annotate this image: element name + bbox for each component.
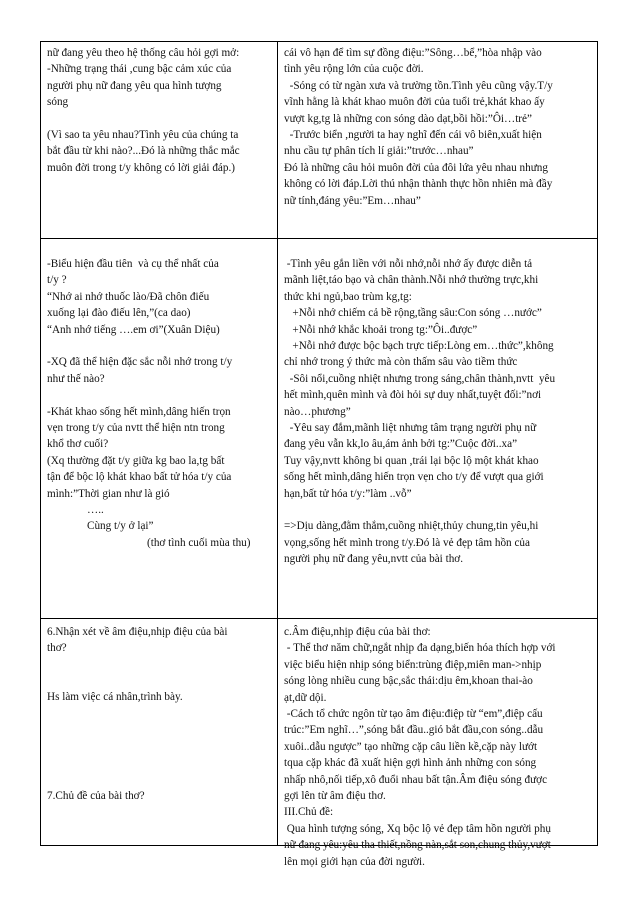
text-line: - Thể thơ năm chữ,ngắt nhịp đa dạng,biến hóa thích hợp với — [284, 642, 556, 655]
text-line: Tuy vậy,nvtt không bi quan ,trái lại bộc lộ một khát khao — [284, 454, 539, 467]
text-line: người phụ nữ đang yêu qua hình tượng — [47, 79, 222, 92]
text-line: tqua cặp khác đã xuất hiện gợi hình ảnh những con sóng — [284, 757, 537, 770]
text-line: đang yêu vẫn kk,lo âu,ám ảnh bởi tg:”Cuộc đời..xa” — [284, 438, 518, 451]
question-text: -Khát khao sống hết mình,dâng hiến trọn — [47, 405, 231, 418]
section-heading: c.Âm điệu,nhịp điệu của bài thơ: — [284, 626, 431, 638]
text-line: ạt,dữ dội. — [284, 691, 327, 704]
row1-right-cell — [284, 45, 594, 209]
text-line: -Trước biển ,người ta hay nghĩ đến cái vô biên,xuất hiện — [284, 129, 542, 142]
text-line: -Sôi nổi,cuồng nhiệt nhưng trong sáng,chân thành,nvtt yêu — [284, 372, 556, 385]
question-text: t/y ? — [47, 274, 67, 287]
row2-left-cell — [47, 256, 273, 551]
text-line: nữ đang yêu theo hệ thống câu hỏi gợi mở: — [47, 47, 240, 59]
question-text: -Biểu hiện đầu tiên và cụ thể nhất của — [47, 258, 219, 270]
text-line: người phụ nữ đang yêu,nvtt của bài thơ. — [284, 553, 463, 566]
text-line: +Nỗi nhớ chiếm cả bề rộng,tầng sâu:Con sóng …nước” — [284, 307, 542, 320]
text-line: sóng — [47, 96, 69, 109]
text-line: lên mọi giới hạn của đời người. — [284, 855, 425, 868]
poem-line: Cùng t/y ở lại” — [87, 520, 154, 533]
row3-left-task — [47, 689, 273, 705]
question-text: thơ? — [47, 642, 67, 655]
question-text: (Xq thường đặt t/y giữa kg bao la,tg bất — [47, 454, 225, 467]
section-heading: III.Chủ đề: — [284, 806, 334, 819]
text-line: nữ đang yêu:yêu tha thiết,nồng nàn,sắt son,chung thủy,vượt — [284, 839, 551, 852]
poem-source: (thơ tình cuối mùa thu) — [147, 536, 251, 549]
text-line: -Cách tổ chức ngôn từ tạo âm điệu:điệp từ “em”,điệp cấu — [284, 708, 543, 721]
quote-text: “Nhớ ai nhớ thuốc lào/Đã chôn điếu — [47, 290, 210, 303]
text-line: thức khi ngủ,bao trùm kg,tg: — [284, 290, 412, 303]
blank-line — [47, 111, 273, 127]
quote-text: “Anh nhớ tiếng ….em ơi”(Xuân Diệu) — [47, 323, 220, 336]
text-line: hết mình,quên mình và đòi hỏi sự duy nhất,tuyệt đối:”nơi — [284, 389, 542, 402]
text-line: không có lời đáp.Lời thú nhận thành thực hồn nhiên mà đầy — [284, 178, 553, 191]
text-line: mãnh liệt,táo bạo và chân thành.Nỗi nhớ thường trực,khi — [284, 274, 539, 287]
text-line: muôn đời trong t/y không có lời giải đáp.) — [47, 161, 236, 174]
blank-line — [284, 502, 594, 518]
text-line: gợi lên từ âm điệu thơ. — [284, 790, 386, 803]
text-line: tình yêu rộng lớn của cuộc đời. — [284, 63, 424, 76]
text-line: sóng lòng nhiều cung bậc,sắc thái:dịu êm,khoan thai-ào — [284, 675, 533, 688]
row-divider-2 — [41, 618, 597, 619]
question-text: tận để bộc lộ khát khao bất tử hóa t/y của — [47, 471, 232, 484]
question-text: 6.Nhận xét về âm điệu,nhịp điệu của bài — [47, 626, 228, 638]
blank-line — [47, 338, 273, 354]
question-text: vẹn trong t/y của nvtt thể hiện ntn trong — [47, 422, 225, 435]
text-line: -Sóng có từ ngàn xưa và trường tồn.Tình yêu cũng vậy.T/y — [284, 79, 553, 92]
text-line: nữ tính,đáng yêu:”Em…nhau” — [284, 194, 421, 207]
text-line: nhấp nhô,nối tiếp,xô đuổi nhau bất tận.Âm điệu sóng được — [284, 773, 548, 786]
row3-left-cell — [47, 624, 273, 657]
row3-right-cell — [284, 624, 594, 870]
lesson-table — [40, 41, 598, 868]
text-line: nhu cầu tự phân tích lí giải:”trước…nhau” — [284, 145, 474, 158]
question-text: 7.Chủ đề của bài thơ? — [47, 790, 145, 802]
text-line: (Vì sao ta yêu nhau?Tình yêu của chúng ta — [47, 129, 239, 142]
text-line: vượt kg,tg là những con sóng dào dạt,bồi hồi:”Ôi…trẻ” — [284, 112, 532, 125]
text-line: +Nỗi nhớ được bộc bạch trực tiếp:Lòng em…thức”,không — [284, 340, 554, 353]
task-text: Hs làm việc cá nhân,trình bày. — [47, 691, 183, 703]
text-line: cái vô hạn để tìm sự đồng điệu:”Sông…bể,”hòa nhập vào — [284, 47, 542, 59]
row-divider-1 — [41, 238, 597, 239]
text-line: nào…phương” — [284, 405, 351, 418]
poem-line: ….. — [87, 504, 104, 517]
text-line: =>Dịu dàng,đằm thắm,cuồng nhiệt,thủy chung,tin yêu,hi — [284, 520, 539, 533]
text-line: -Tình yêu gắn liền với nỗi nhớ,nỗi nhớ ấy được diễn tả — [284, 258, 533, 270]
blank-line — [47, 387, 273, 403]
question-text: -XQ đã thể hiện đặc sắc nỗi nhớ trong t/y — [47, 356, 233, 369]
question-text: khổ thơ cuối? — [47, 438, 109, 451]
question-text: mình:”Thời gian như là gió — [47, 487, 170, 500]
question-text: như thế nào? — [47, 372, 105, 385]
text-line: vĩnh hằng là khát khao muôn đời của tuổi trẻ,khát khao ấy — [284, 96, 545, 109]
text-line: bắt đầu từ khi nào?...Đó là những thắc mắc — [47, 145, 240, 158]
row1-left-cell — [47, 45, 273, 176]
text-line: vọng,sống hết mình trong t/y.Đó là vẻ đẹp tâm hồn của — [284, 536, 530, 549]
text-line: +Nỗi nhớ khắc khoải trong tg:”Ôi..được” — [284, 323, 478, 336]
text-line: -Những trạng thái ,cung bậc cảm xúc của — [47, 63, 232, 76]
text-line: chỉ nhớ trong ý thức mà còn thấm sâu vào tiềm thức — [284, 356, 518, 369]
row2-right-cell — [284, 256, 594, 568]
column-divider — [277, 42, 278, 845]
text-line: việc biểu hiện nhịp sóng biển:trùng điệp,miên man->nhịp — [284, 658, 542, 671]
text-line: trúc:”Em nghĩ…”,sóng bắt đầu..gió bắt đầu,con sóng..dẫu — [284, 724, 544, 737]
quote-text: xuống lại đào điếu lên,”(ca dao) — [47, 307, 191, 320]
row3-left-q7 — [47, 788, 273, 804]
text-line: -Yêu say đắm,mãnh liệt nhưng tâm trạng người phụ nữ — [284, 422, 537, 435]
text-line: sống hết mình,dâng hiến trọn vẹn cho t/y để vượt qua giới — [284, 471, 544, 484]
text-line: xuôi..dẫu ngược” tạo những cặp câu liền kề,cặp này lướt — [284, 740, 538, 753]
text-line: Đó là những câu hỏi muôn đời của đôi lứa yêu nhau nhưng — [284, 161, 548, 174]
text-line: Qua hình tượng sóng, Xq bộc lộ vẻ đẹp tâm hồn người phụ — [284, 822, 551, 835]
text-line: hạn,bất tử hóa t/y:”làm ..vỗ” — [284, 487, 412, 500]
